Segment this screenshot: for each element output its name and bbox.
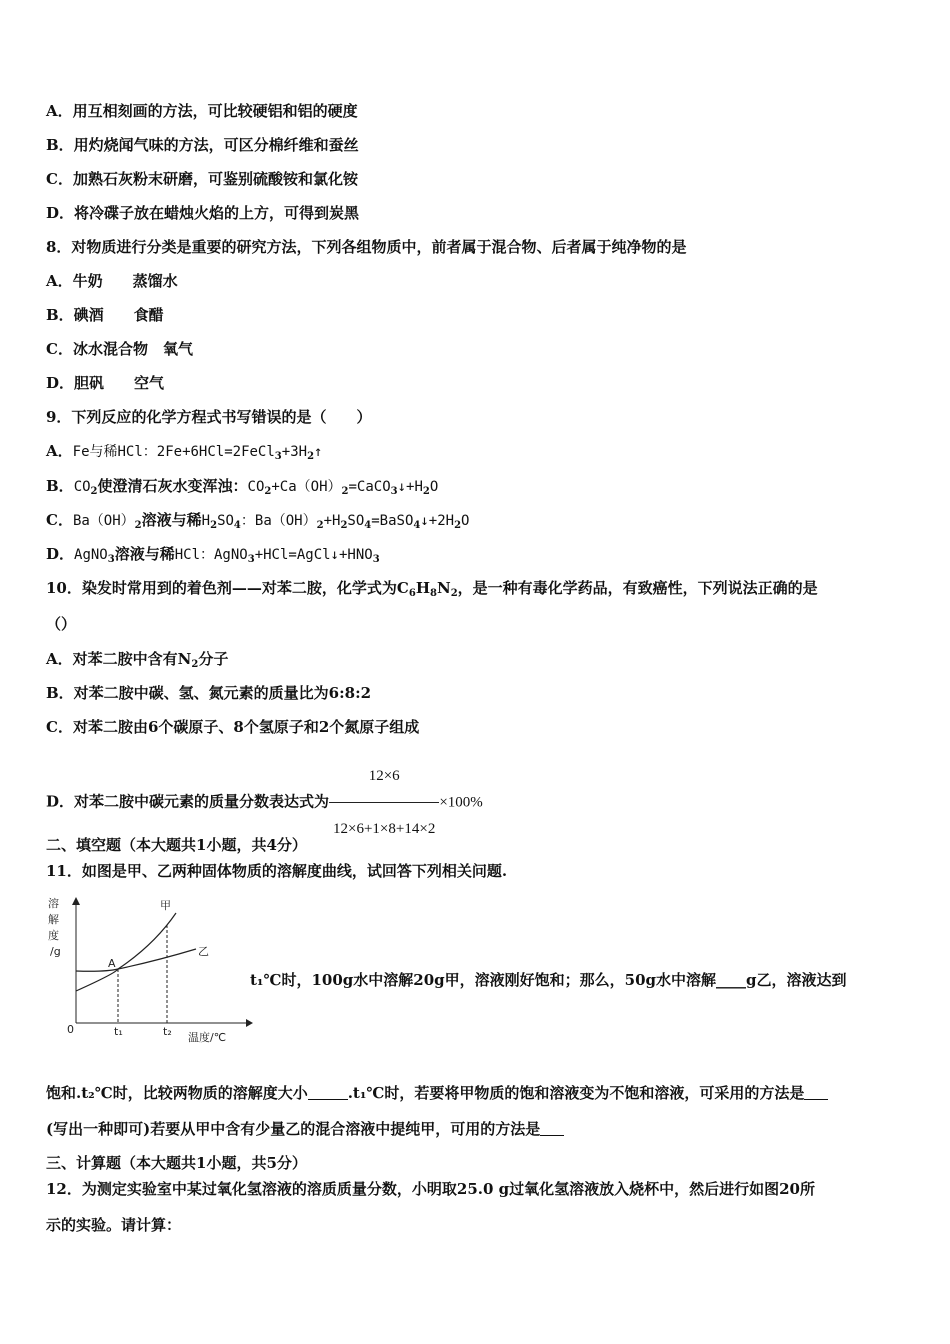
q9-option-d: D．AgNO$_3$溶液与稀HCl：$AgNO_3+HCl=AgCl↓+HNO_3$ — [46, 545, 380, 565]
q8-stem: 8．对物质进行分类是重要的研究方法，下列各组物质中，前者属于混合物、后者属于纯净物的是 — [46, 238, 687, 256]
q9-option-a: A．Fe与稀HCl：$2Fe+6HCl=2FeCl_3+3H_2↑$ — [46, 442, 323, 462]
section-3-heading: 三、计算题（本大题共1小题，共5分） — [46, 1154, 307, 1172]
q9-stem: 9．下列反应的化学方程式书写错误的是（ ） — [46, 408, 372, 426]
q10-stem-cont: （） — [46, 615, 77, 633]
q11-text-2: 饱和.t₂℃时，比较两物质的溶解度大小 .t₁℃时，若要将甲物质的饱和溶液变为不饱和溶液，可采用的方法是 — [46, 1083, 828, 1103]
section-2-heading: 二、填空题（本大题共1小题，共4分） — [46, 836, 307, 854]
q8-option-c: C．冰水混合物 氧气 — [46, 340, 193, 358]
y-axis-label-4: /g — [50, 945, 61, 958]
q10-stem: 10．染发时常用到的着色剂——对苯二胺，化学式为$C_6H_8N_2$，是一种有毒化学药品，有致癌性，下列说法正确的是 — [46, 579, 818, 599]
y-axis-arrow — [72, 897, 80, 905]
q8-option-d: D．胆矾 空气 — [46, 374, 165, 392]
series-yi-label: 乙 — [198, 945, 209, 958]
q11-text-3: (写出一种即可)若要从甲中含有少量乙的混合溶液中提纯甲，可用的方法是 — [46, 1119, 564, 1139]
series-yi-curve — [76, 949, 196, 971]
y-axis-label-1: 溶 — [48, 897, 59, 910]
q7-option-a: A．用互相刻画的方法，可比较硬铝和铝的硬度 — [46, 102, 358, 120]
q10-option-a: A．对苯二胺中含有$N_2$分子 — [46, 650, 229, 670]
q9-option-b: B．$CO_2$使澄清石灰水变浑浊：$CO_2+Ca(OH)_2=CaCO_3↓+H_2O$ — [46, 477, 439, 497]
series-jia-label: 甲 — [160, 899, 171, 912]
q12-stem-cont: 示的实验。请计算： — [46, 1216, 182, 1234]
q9-option-c: C．$Ba(OH)_2$溶液与稀$H_2SO_4$：$Ba(OH)_2+H_2SO_4=BaSO_4↓+2H_2O$ — [46, 511, 470, 531]
q10-option-d: D．对苯二胺中碳元素的质量分数表达式为 $\frac{12\times 6}{12\times 6+1\times 8+14\times 2}$ ×100% — [46, 752, 483, 853]
q7-option-d: D．将冷碟子放在蜡烛火焰的上方，可得到炭黑 — [46, 204, 360, 222]
q10-option-c: C．对苯二胺由6个碳原子、8个氢原子和2个氮原子组成 — [46, 718, 420, 736]
solubility-curve-chart — [46, 895, 256, 1045]
y-axis-label-2: 解 — [48, 913, 59, 926]
q10-option-b: B．对苯二胺中碳、氢、氮元素的质量比为6:8:2 — [46, 684, 372, 702]
answer-blank-4[interactable] — [540, 1121, 564, 1136]
q11-stem: 11．如图是甲、乙两种固体物质的溶解度曲线，试回答下列相关问题. — [46, 862, 508, 880]
q8-option-a: A．牛奶 蒸馏水 — [46, 272, 178, 290]
q7-option-b: B．用灼烧闻气味的方法，可区分棉纤维和蚕丝 — [46, 136, 359, 154]
origin-label: 0 — [67, 1023, 74, 1036]
q7-option-c: C．加熟石灰粉末研磨，可鉴别硫酸铵和氯化铵 — [46, 170, 358, 188]
point-a-label: A — [108, 957, 116, 970]
q12-stem: 12．为测定实验室中某过氧化氢溶液的溶质质量分数，小明取25.0 g过氧化氢溶液放入烧杯中，然后进行如图20所 — [46, 1180, 815, 1198]
x-axis-arrow — [246, 1019, 253, 1027]
q11-text-1: t₁℃时，100g水中溶解20g甲，溶液刚好饱和；那么，50g水中溶解____g乙，溶液达到 — [250, 971, 847, 989]
tick-t2: t₂ — [163, 1025, 172, 1038]
mass-fraction-formula: $\frac{12\times 6}{12\times 6+1\times 8+14\times 2}$ — [329, 752, 439, 853]
answer-blank-2[interactable] — [308, 1085, 348, 1100]
tick-t1: t₁ — [114, 1025, 123, 1038]
series-jia-curve — [76, 913, 176, 991]
answer-blank-3[interactable] — [804, 1085, 828, 1100]
y-axis-label-3: 度 — [48, 929, 59, 942]
x-axis-label: 温度/℃ — [188, 1031, 227, 1044]
q8-option-b: B．碘酒 食醋 — [46, 306, 164, 324]
